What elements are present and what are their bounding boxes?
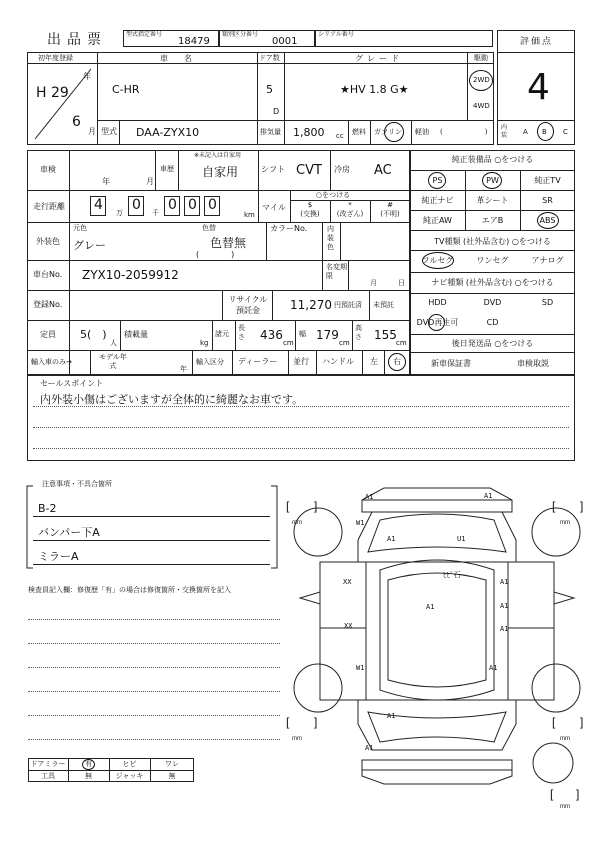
grade-value: ★HV 1.8 G★	[340, 83, 409, 96]
svg-text:[: [	[286, 715, 290, 729]
registration-label: 登録No.	[33, 300, 63, 309]
svg-text:]: ]	[580, 499, 584, 513]
dims-label: 諸元	[215, 330, 229, 338]
diag-label-10: XX	[344, 622, 353, 630]
serial-no-label: シリアル番号	[318, 31, 354, 38]
note-line-1: B-2	[38, 502, 57, 515]
inspector-label: 検査員記入欄：修復歴「有」の場合は修復箇所・交換箇所を記入	[28, 586, 231, 594]
diag-label-1: A1	[365, 493, 374, 501]
cert-no-label: 型式指定番号	[126, 31, 163, 38]
drive-2wd-circle	[469, 70, 493, 91]
cooling-value: AC	[374, 163, 392, 178]
score-value: 4	[527, 67, 550, 108]
drive-4wd: 4WD	[473, 102, 490, 110]
drive-label: 駆動	[474, 54, 488, 62]
diag-label-11: A1	[500, 602, 509, 610]
carname-value: C-HR	[112, 83, 140, 96]
vin-label: 車台No.	[33, 270, 63, 279]
interior-b-circle	[537, 122, 554, 141]
repaint-value: 色替無	[210, 236, 247, 250]
diag-label-15: A1	[387, 712, 396, 720]
score-header: 評価点	[520, 37, 554, 47]
diag-label-12: W1	[356, 664, 365, 672]
mileage-digit-3: 0	[168, 197, 177, 213]
drive-2wd: 2WD	[473, 76, 490, 84]
svg-text:mm: mm	[292, 736, 302, 742]
inspection-label: 車検	[40, 165, 56, 174]
class-no-label: 類別区分番号	[222, 31, 259, 38]
diag-label-16: A1	[365, 744, 374, 752]
cooling-label: 冷房	[334, 165, 350, 174]
navi-dvd-play: DVD再生可	[416, 318, 459, 327]
svg-text:mm: mm	[560, 736, 570, 742]
interior-color-label: 内装色	[327, 225, 334, 251]
recycle-label: リサイクル預託金	[228, 295, 268, 315]
note-line-2: バンパー下A	[38, 526, 100, 539]
form-title: 出品票	[47, 32, 107, 48]
import-label: 輸入車のみ→	[31, 358, 72, 366]
recycle-status: 未預託	[373, 301, 394, 309]
sales-point-label: セールスポイント	[40, 379, 104, 388]
interior-label: 内装	[501, 124, 508, 139]
name-change-label: 名変期限	[326, 263, 347, 280]
mileage-digit-2: 0	[132, 197, 141, 213]
color-label: 外装色	[36, 237, 60, 246]
sales-point-text: 内外装小傷はございますが全体的に綺麗なお車です。	[40, 393, 304, 406]
history-value: 自家用	[202, 165, 239, 179]
diag-label-6: ﾋﾋﾞ石	[443, 571, 461, 579]
svg-text:]: ]	[314, 715, 318, 729]
carname-label: 車 名	[160, 54, 196, 63]
displacement-value: 1,800	[293, 126, 325, 139]
fuel-value: ガソリン	[374, 128, 402, 136]
doors-value: 5	[266, 83, 273, 96]
svg-text:mm: mm	[560, 520, 570, 526]
mileage-digit-5: 0	[208, 197, 217, 213]
equip-abs: ABS	[539, 216, 556, 225]
model-value: DAA-ZYX10	[136, 126, 200, 139]
equip-header: 純正装備品 ○をつける	[451, 155, 534, 164]
svg-text:mm: mm	[560, 804, 570, 810]
later-header: 後日発送品 ○をつける	[451, 339, 534, 348]
car-damage-diagram	[280, 480, 600, 810]
history-label: 車歴	[160, 165, 174, 173]
svg-text:[: [	[552, 499, 556, 513]
height-value: 155	[374, 328, 397, 342]
navi-header: ナビ種類 (社外品含む) ○をつける	[431, 278, 554, 287]
doors-label: ドア数	[259, 54, 280, 62]
diag-label-13: A1	[500, 625, 509, 633]
svg-text:]: ]	[314, 499, 318, 513]
diag-label-3: W1	[356, 519, 365, 527]
cert-no-value: 18479	[178, 36, 210, 47]
mileage-digit-1: 4	[94, 197, 103, 213]
first-reg-label: 初年度登録	[38, 54, 73, 62]
grade-label: グレード	[355, 54, 403, 63]
note-line-3: ミラーA	[38, 550, 79, 563]
first-reg-era: H 29	[36, 85, 69, 101]
shift-label: シフト	[261, 165, 285, 174]
diag-label-2: A1	[484, 492, 493, 500]
tv-header: TV種類 (社外品含む) ○をつける	[434, 237, 551, 246]
mirror-status: 有	[85, 760, 92, 768]
diag-label-5: U1	[457, 535, 466, 543]
equip-pw: PW	[486, 176, 499, 185]
color-no-label: カラーNo.	[270, 224, 308, 233]
fuel-label: 燃料	[352, 128, 366, 136]
vin-value: ZYX10-2059912	[82, 268, 179, 282]
svg-text:]: ]	[580, 715, 584, 729]
handle-label: ハンドル	[322, 357, 354, 366]
diag-label-14: A1	[489, 664, 498, 672]
recycle-value: 11,270	[290, 298, 332, 312]
capacity-label: 定員	[40, 330, 56, 339]
svg-text:]: ]	[576, 787, 580, 801]
length-value: 436	[260, 328, 283, 342]
capacity-value: 5( )	[80, 328, 107, 341]
notes-label: 注意事項・不具合箇所	[42, 480, 112, 488]
svg-text:[: [	[286, 499, 290, 513]
fuel-circle	[384, 122, 404, 142]
first-reg-month: 6	[72, 114, 81, 130]
class-no-value: 0001	[272, 36, 298, 47]
tv-fullseg: フルセグ	[421, 256, 454, 265]
shift-value: CVT	[296, 163, 322, 178]
diesel-label: 軽油	[415, 128, 429, 136]
svg-text:mm: mm	[292, 520, 302, 526]
svg-text:[: [	[552, 715, 556, 729]
diag-label-9: A1	[426, 603, 435, 611]
displacement-label: 排気量	[260, 128, 281, 136]
diag-label-7: XX	[343, 578, 352, 586]
mileage-label: 走行距離	[33, 202, 65, 211]
svg-text:[: [	[550, 787, 554, 801]
diag-label-4: A1	[387, 535, 396, 543]
model-label: 型式	[101, 127, 117, 136]
equip-ps: PS	[432, 176, 443, 185]
load-label: 積載量	[124, 330, 148, 339]
diag-label-8: A1	[500, 578, 509, 586]
handle-right-circle	[388, 353, 406, 371]
handle-right: 右	[393, 357, 401, 366]
mileage-digit-4: 0	[188, 197, 197, 213]
mile-label: マイル	[262, 203, 286, 212]
orig-color-value: グレー	[73, 239, 106, 252]
width-value: 179	[316, 328, 339, 342]
